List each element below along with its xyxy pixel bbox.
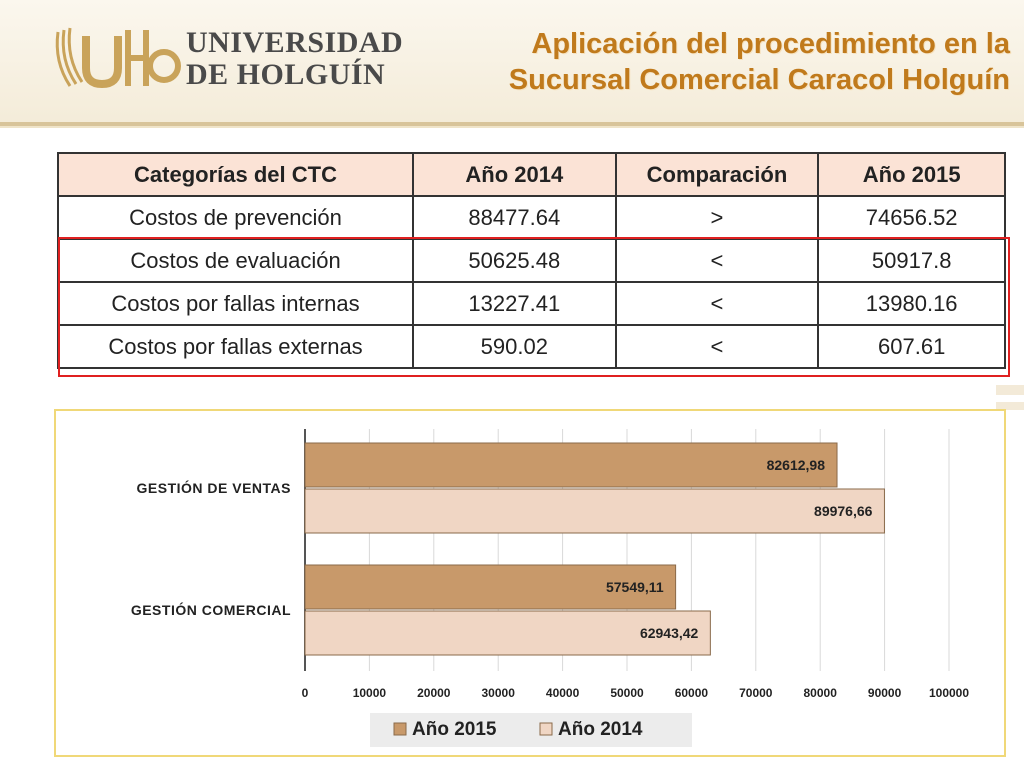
table-cell: Costos de prevención xyxy=(58,196,413,239)
slide-header xyxy=(0,0,1024,126)
data-label: 57549,11 xyxy=(605,579,664,595)
header-cell: Año 2014 xyxy=(413,153,616,196)
table-cell: 50917.8 xyxy=(818,239,1005,282)
table-cell: < xyxy=(616,239,819,282)
page-title xyxy=(390,26,1010,98)
decor-stripe xyxy=(996,385,1024,395)
x-tick-label: 60000 xyxy=(674,686,709,700)
legend-label: Año 2015 xyxy=(412,719,497,740)
logo-line-2: DE HOLGUÍN xyxy=(186,58,386,91)
table-row xyxy=(58,282,1005,325)
x-tick-label: 50000 xyxy=(610,686,644,700)
data-label: 62943,42 xyxy=(639,625,699,641)
table-row xyxy=(58,196,1005,239)
x-tick-label: 100000 xyxy=(928,686,970,700)
header-cell: Año 2015 xyxy=(818,153,1005,196)
bar xyxy=(305,489,884,533)
table-cell: 13227.41 xyxy=(413,282,616,325)
x-tick-label: 80000 xyxy=(803,686,837,700)
logo-line-1: UNIVERSIDAD xyxy=(186,26,404,59)
header-cell: Categorías del CTC xyxy=(58,153,413,196)
x-tick-label: 0 xyxy=(301,686,309,700)
table-cell: 590.02 xyxy=(413,325,616,368)
x-tick-label: 90000 xyxy=(867,686,902,700)
table-cell: 607.61 xyxy=(818,325,1005,368)
table-cell: 74656.52 xyxy=(818,196,1005,239)
cost-table xyxy=(57,152,1006,369)
table-cell: 13980.16 xyxy=(818,282,1005,325)
legend-swatch xyxy=(394,723,406,735)
x-tick-label: 40000 xyxy=(545,686,580,700)
data-label: 89976,66 xyxy=(814,503,873,519)
x-tick-label: 10000 xyxy=(352,686,387,700)
table-cell: < xyxy=(616,282,819,325)
data-label: 82612,98 xyxy=(766,457,826,473)
table-row xyxy=(58,325,1005,368)
title-line-1: Aplicación del procedimiento en la xyxy=(531,28,1010,60)
title-line-2: Sucursal Comercial Caracol Holguín xyxy=(508,64,1010,96)
legend-swatch xyxy=(540,723,552,735)
chart-canvas xyxy=(56,411,1004,755)
x-tick-label: 20000 xyxy=(417,686,451,700)
table-cell: 50625.48 xyxy=(413,239,616,282)
category-label: GESTIÓN DE VENTAS xyxy=(136,480,291,496)
category-label: GESTIÓN COMERCIAL xyxy=(130,602,291,618)
table-cell: Costos de evaluación xyxy=(58,239,413,282)
x-tick-label: 30000 xyxy=(481,686,515,700)
table-cell: Costos por fallas internas xyxy=(58,282,413,325)
header-cell: Comparación xyxy=(616,153,819,196)
table-header-row xyxy=(58,153,1005,196)
table-row xyxy=(58,239,1005,282)
bar-chart xyxy=(54,409,1006,757)
table-cell: > xyxy=(616,196,819,239)
legend-label: Año 2014 xyxy=(558,719,643,740)
x-tick-label: 70000 xyxy=(739,686,773,700)
bar xyxy=(305,443,837,487)
table-cell: Costos por fallas externas xyxy=(58,325,413,368)
wheat-logo-icon xyxy=(52,22,182,98)
table-cell: 88477.64 xyxy=(413,196,616,239)
table-cell: < xyxy=(616,325,819,368)
